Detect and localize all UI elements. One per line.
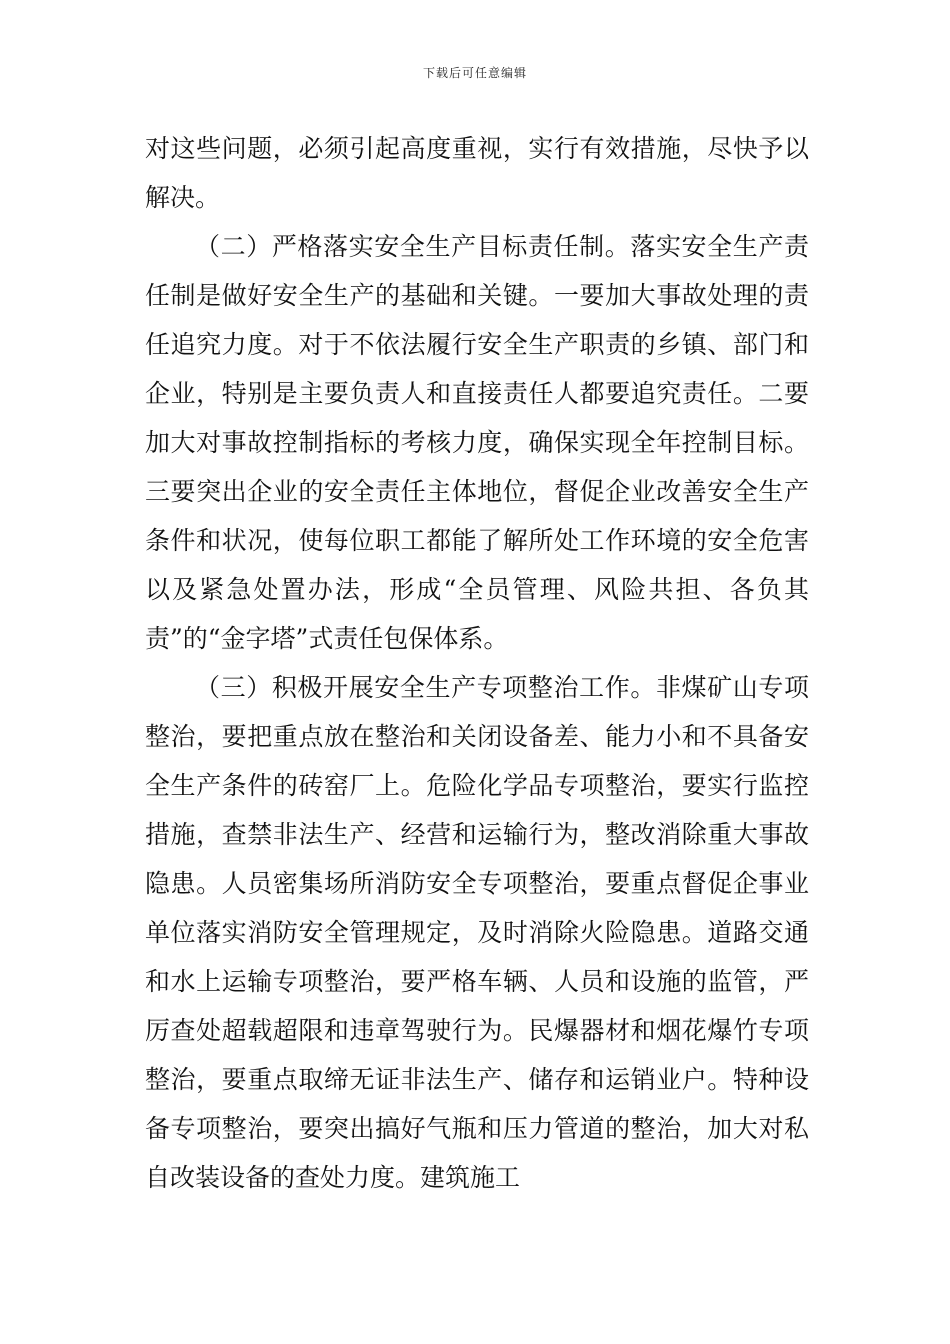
paragraph-continuation: 对这些问题，必须引起高度重视，实行有效措施，尽快予以解决。 [145, 134, 809, 212]
paragraph-responsibility-system: （二）严格落实安全生产目标责任制。落实安全生产责任制是做好安全生产的基础和关键。一要加大事故处理的责任追究力度。对于不依法履行安全生产职责的乡镇、部门和企业，特别是主要负责人和直接责任人都要追究责任。二要加大对事故控制指标的考核力度，确保实现全年控制目标。三要突出企业的安全责任主体地位，督促企业改善安全生产条件和状况，使每位职工都能了解所处工作环境的安全危害以及紧急处置办法，形成“全员管理、风险共担、各负其责”的“金字塔”式责任包保体系。 [145, 232, 809, 653]
document-body [145, 124, 809, 1202]
page-header: 下载后可任意编辑 [422, 66, 527, 80]
paragraph-special-rectification: （三）积极开展安全生产专项整治工作。非煤矿山专项整治，要把重点放在整治和关闭设备差、能力小和不具备安全生产条件的砖窑厂上。危险化学品专项整治，要实行监控措施，查禁非法生产、经营和运输行为，整改消除重大事故隐患。人员密集场所消防安全专项整治，要重点督促企事业单位落实消防安全管理规定，及时消除火险隐患。道路交通和水上运输专项整治，要严格车辆、人员和设施的监管，严厉查处超载超限和违章驾驶行为。民爆器材和烟花爆竹专项整治，要重点取缔无证非法生产、储存和运销业户。特种设备专项整治，要突出搞好气瓶和压力管道的整治，加大对私自改装设备的查处力度。建筑施工 [145, 673, 809, 1192]
